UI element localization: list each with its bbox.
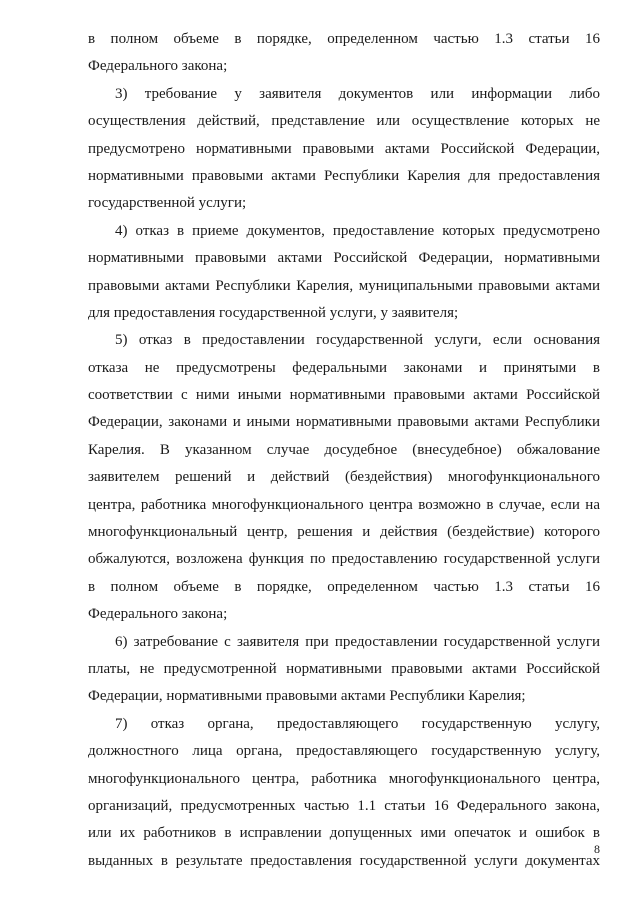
- text-line: Федерации, законами и иными нормативными правовыми актами Республики: [88, 414, 600, 431]
- text-line: 6) затребование с заявителя при предоставлении государственной услуги: [115, 633, 600, 650]
- text-line: Федерации, нормативными правовыми актами Республики Карелия;: [88, 688, 526, 705]
- text-line: выданных в результате предоставления государственной услуги документах: [88, 852, 600, 869]
- text-line: 5) отказ в предоставлении государственной услуги, если основания: [115, 332, 600, 349]
- text-line: центра, работника многофункционального центра возможно в случае, если на: [88, 496, 600, 513]
- text-line: правовыми актами Республики Карелия, муниципальными правовыми актами: [88, 277, 600, 294]
- text-line: должностного лица органа, предоставляющего государственную услугу,: [88, 743, 600, 760]
- text-line: Карелия. В указанном случае досудебное (внесудебное) обжалование: [88, 441, 600, 458]
- text-line: Федерального закона;: [88, 58, 228, 75]
- text-line: 4) отказ в приеме документов, предоставление которых предусмотрено: [115, 222, 600, 239]
- text-line: государственной услуги;: [88, 195, 247, 212]
- text-line: для предоставления государственной услуги, у заявителя;: [88, 304, 459, 321]
- text-line: 7) отказ органа, предоставляющего государственную услугу,: [115, 715, 600, 732]
- text-line: организаций, предусмотренных частью 1.1 статьи 16 Федерального закона,: [88, 797, 600, 814]
- text-line: заявителем решений и действий (бездействия) многофункционального: [88, 469, 600, 486]
- text-line: нормативными правовыми актами Российской Федерации, нормативными: [88, 250, 600, 267]
- text-line: обжалуются, возложена функция по предоставлению государственной услуги: [88, 551, 600, 568]
- text-line: многофункциональный центр, решения и действия (бездействие) которого: [88, 524, 600, 541]
- text-line: предусмотрено нормативными правовыми актами Российской Федерации,: [88, 140, 600, 157]
- text-line: платы, не предусмотренной нормативными правовыми актами Российской: [88, 660, 600, 677]
- text-line: в полном объеме в порядке, определенном частью 1.3 статьи 16: [88, 31, 600, 47]
- text-line: Федерального закона;: [88, 606, 228, 623]
- text-line: осуществления действий, представление или осуществление которых не: [88, 113, 600, 130]
- text-line: в полном объеме в порядке, определенном частью 1.3 статьи 16: [88, 578, 600, 595]
- text-line: соответствии с ними иными нормативными правовыми актами Российской: [88, 387, 600, 404]
- text-line: или их работников в исправлении допущенных ими опечаток и ошибок в: [88, 825, 600, 842]
- page-number: 8: [594, 842, 600, 856]
- text-line: многофункционального центра, работника многофункционального центра,: [88, 770, 600, 787]
- text-line: нормативными правовыми актами Республики Карелия для предоставления: [88, 167, 600, 184]
- text-line: отказа не предусмотрены федеральными законами и принятыми в: [88, 359, 600, 376]
- text-line: 3) требование у заявителя документов или информации либо: [115, 85, 600, 102]
- document-body: [88, 26, 600, 875]
